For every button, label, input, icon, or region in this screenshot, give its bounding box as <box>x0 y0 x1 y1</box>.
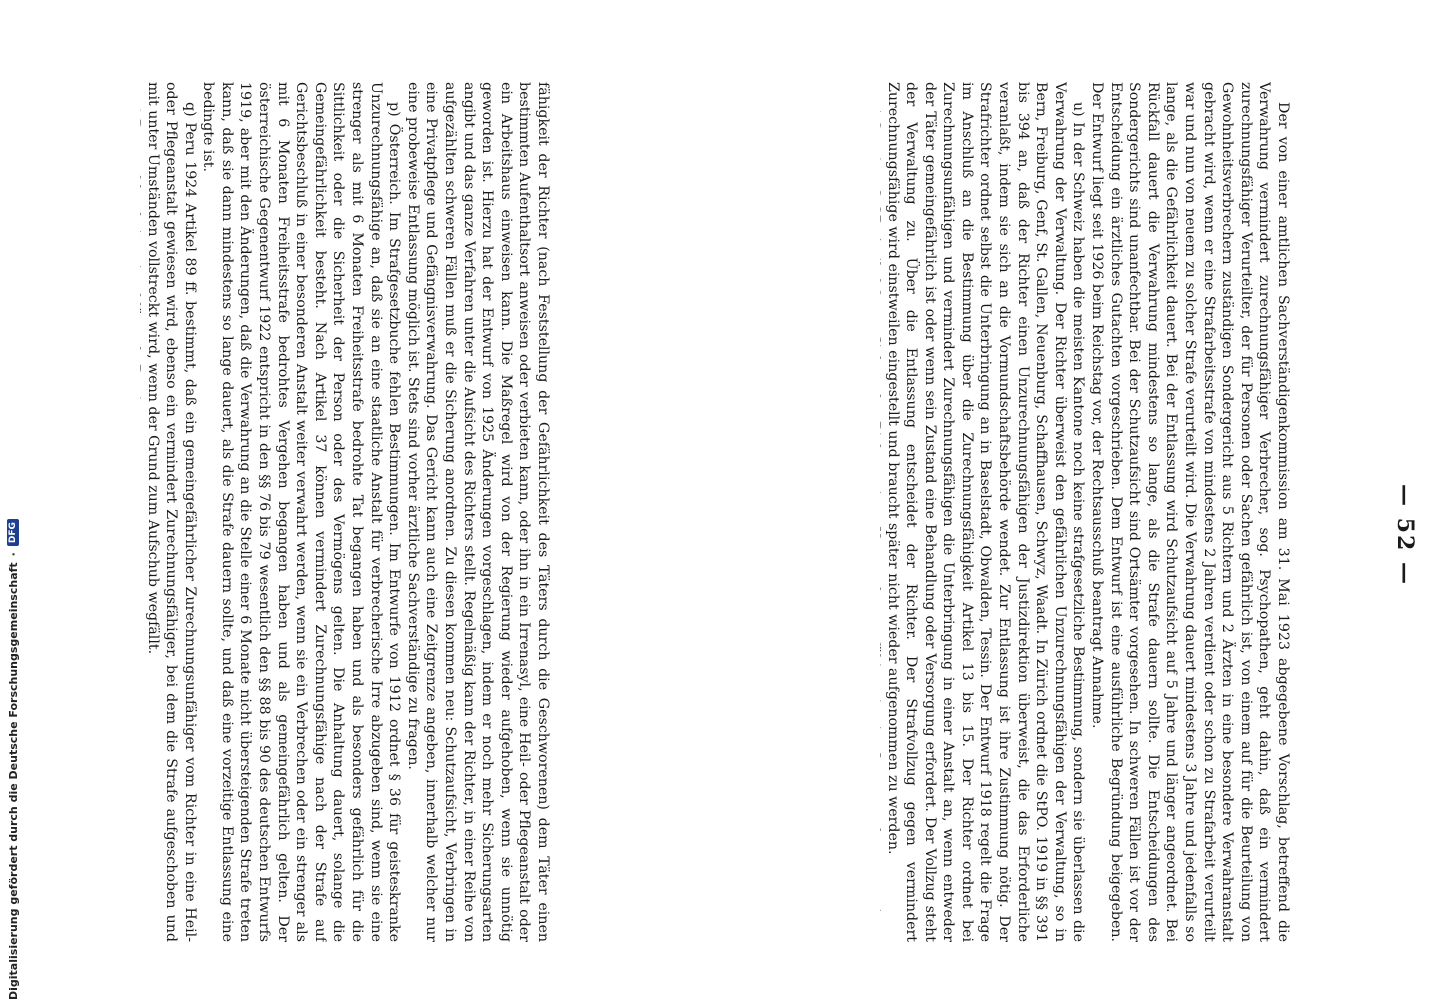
left-text-column <box>140 82 552 942</box>
paragraph: p) Österreich. Im Strafgesetzbuche fehlen Bestimmungen. Im Entwurfe von 1912 ordnet § 36 für geisteskranke Unzurechnungsfähige an, daß sie an eine staatliche Anstalt für verbrecherische Irre abzugeben sind, wenn sie eine strenger als mit 6 Monaten Freiheitsstrafe bedrohte Tat begangen haben und als besonders gefährlich für die Sittlichkeit oder die Sicherheit der Person oder des Vermögens gelten. Die Anhaltung dauert, solange die Gemeingefährlichkeit besteht. Nach Artikel 37 können vermindert Zurechnungsfähige nach der Strafe auf Gerichtsbeschluß in einer besonderen Anstalt weiter verwahrt werden, wenn sie ein Verbrechen oder ein strenger als mit 6 Monaten Freiheitsstrafe bedrohtes Vergehen begangen haben und als gemeingefährlich gelten. Der österreichische Gegenentwurf 1922 entspricht in den §§ 76 bis 79 wesentlich den §§ 88 bis 90 des deutschen Entwurfs 1919, aber mit den Änderungen, daß die Verwahrung an die Stelle einer 6 Monate nicht übersteigenden Strafe treten kann, daß sie dann mindestens so lange dauert, als die Strafe dauern sollte, und daß eine vorzeitige Entlassung eine bedingte ist. <box>200 82 403 942</box>
digitization-note: Digitalisierung gefördert durch die Deutsche Forschungsgemeinschaft · DFG <box>2 10 24 1000</box>
paragraph: u) In der Schweiz haben die meisten Kantone noch keine strafgesetzliche Bestimmung, sondern sie überlassen die Verwahrung der Verwaltung. Der Richter überweist den gefährlichen Unzurechnungsfähigen der Verwaltung, so in Bern, Freiburg, Genf, St. Gallen, Neuenburg, Schaffhausen, Schwyz, Waadt. In Zürich ordnet die StPO. 1919 in §§ 391 bis 394 an, daß der Richter einen Unzurechnungsfähigen der Justizdirektion überweist, die das Erforderliche veranlaßt, indem sie sich an die Vormundschaftsbehörde wendet. Zur Entlassung ist ihre Zustimmung nötig. Der Strafrichter ordnet selbst die Unterbringung an in Baselstadt, Obwalden, Tessin. Der Entwurf 1918 regelt die Frage im Anschluß an die Bestimmung über die Zurechnungsfähigkeit Artikel 13 bis 15. Der Richter ordnet bei Zurechnungsunfähigen und vermindert Zurechnungsfähigen die Unterbringung in einer Anstalt an, wenn entweder der Täter gemeingefährlich ist oder wenn sein Zustand eine Behandlung oder Versorgung erfordert. Der Vollzug steht der Verwaltung zu. Über die Entlassung entscheidet der Richter. Der Strafvollzug gegen vermindert Zurechnungsfähige wird einstweilen eingestellt und braucht später nicht wieder aufgenommen zu werden. <box>884 82 1087 942</box>
digitization-note-text: Digitalisierung gefördert durch die Deutsche Forschungsgemeinschaft <box>6 562 20 1000</box>
dfg-logo: DFG <box>7 519 19 546</box>
paragraph: q) Peru 1924 Artikel 89 ff. bestimmt, daß ein gemeingefährlicher Zurechnungsunfähiger vom Richter in eine Heil- oder Pflegeanstalt gewiesen wird, ebenso ein vermindert Zurechnungsfähiger, bei dem die Strafe aufgeschoben und mit unter Umständen vollstreckt wird, wenn der Grund zum Aufschub wegfällt. <box>144 82 198 942</box>
paragraph <box>880 82 883 942</box>
page-number: — 52 — <box>1392 484 1418 586</box>
paragraph: Der von einer amtlichen Sachverständigenkommission am 31. Mai 1923 abgegebene Vorschlag, betreffend die Verwahrung vermindert zurechnungsfähiger Verbrecher, sog. Psychopathen, geht dahin, daß ein vermindert zurechnungsfähiger Verurteilter, der für Personen oder Sachen gefährlich ist, von einem auf für die Beurteilung von Gewohnheitsverbrechern zuständigen Sondergericht aus 5 Richtern und 2 Ärzten in eine besondere Verwahranstalt gebracht wird, wenn er eine Strafarbeitsstrafe von mindestens 2 Jahren verdient oder schon zu Strafarbeit verurteilt war und nun von neuem zu solcher Strafe verurteilt wird. Die Verwahrung dauert mindestens 3 Jahre und jedenfalls so lange, als die Gefährlichkeit dauert. Bei der Entlassung wird Schutzaufsicht auf 5 Jahre und länger angeordnet. Bei Rückfall dauert die Verwahrung mindestens so lange, als die Strafe dauern sollte. Die Entscheidungen des Sondergerichts sind unanfechtbar. Bei der Schutzaufsicht sind Ortsämter vorgesehen. In schweren Fällen ist vor der Entscheidung ein ärztliches Gutachten vorgeschrieben. Dem Entwurf ist eine ausführliche Begründung beigegeben. Der Entwurf liegt seit 1926 beim Reichstag vor, der Rechtsausschuß beantragt Annahme. <box>1089 82 1291 942</box>
paragraph: fähigkeit der Richter (nach Feststellung der Gefährlichkeit des Täters durch die Geschworenen) dem Täter einen bestimmten Aufenthaltsort anweisen oder verbieten kann, oder ihn in ein Irrenasyl, eine Heil- oder Pflegeanstalt oder ein Arbeitshaus einweisen kann. Die Maßregel wird von der Regierung wieder aufgehoben, wenn sie unnötig geworden ist. Hierzu hat der Entwurf von 1925 Änderungen vorgeschlagen, indem er noch mehr Sicherungsarten angibt und das ganze Verfahren unter die Aufsicht des Richters stellt. Regelmäßig kann der Richter, in einer Reihe von aufgezählten schweren Fällen muß er die Sicherung anordnen. Zu diesen kommen neu: Schutzaufsicht, Verbringen in eine Privatpflege und Gefängnisverwahrung. Das Gericht kann auch eine Zeitgrenze angeben, innerhalb welcher nur eine probeweise Entlassung möglich ist. Stets sind vorher ärztliche Sachverständige zu fragen. <box>404 82 551 942</box>
right-text-column-body <box>880 82 1292 942</box>
